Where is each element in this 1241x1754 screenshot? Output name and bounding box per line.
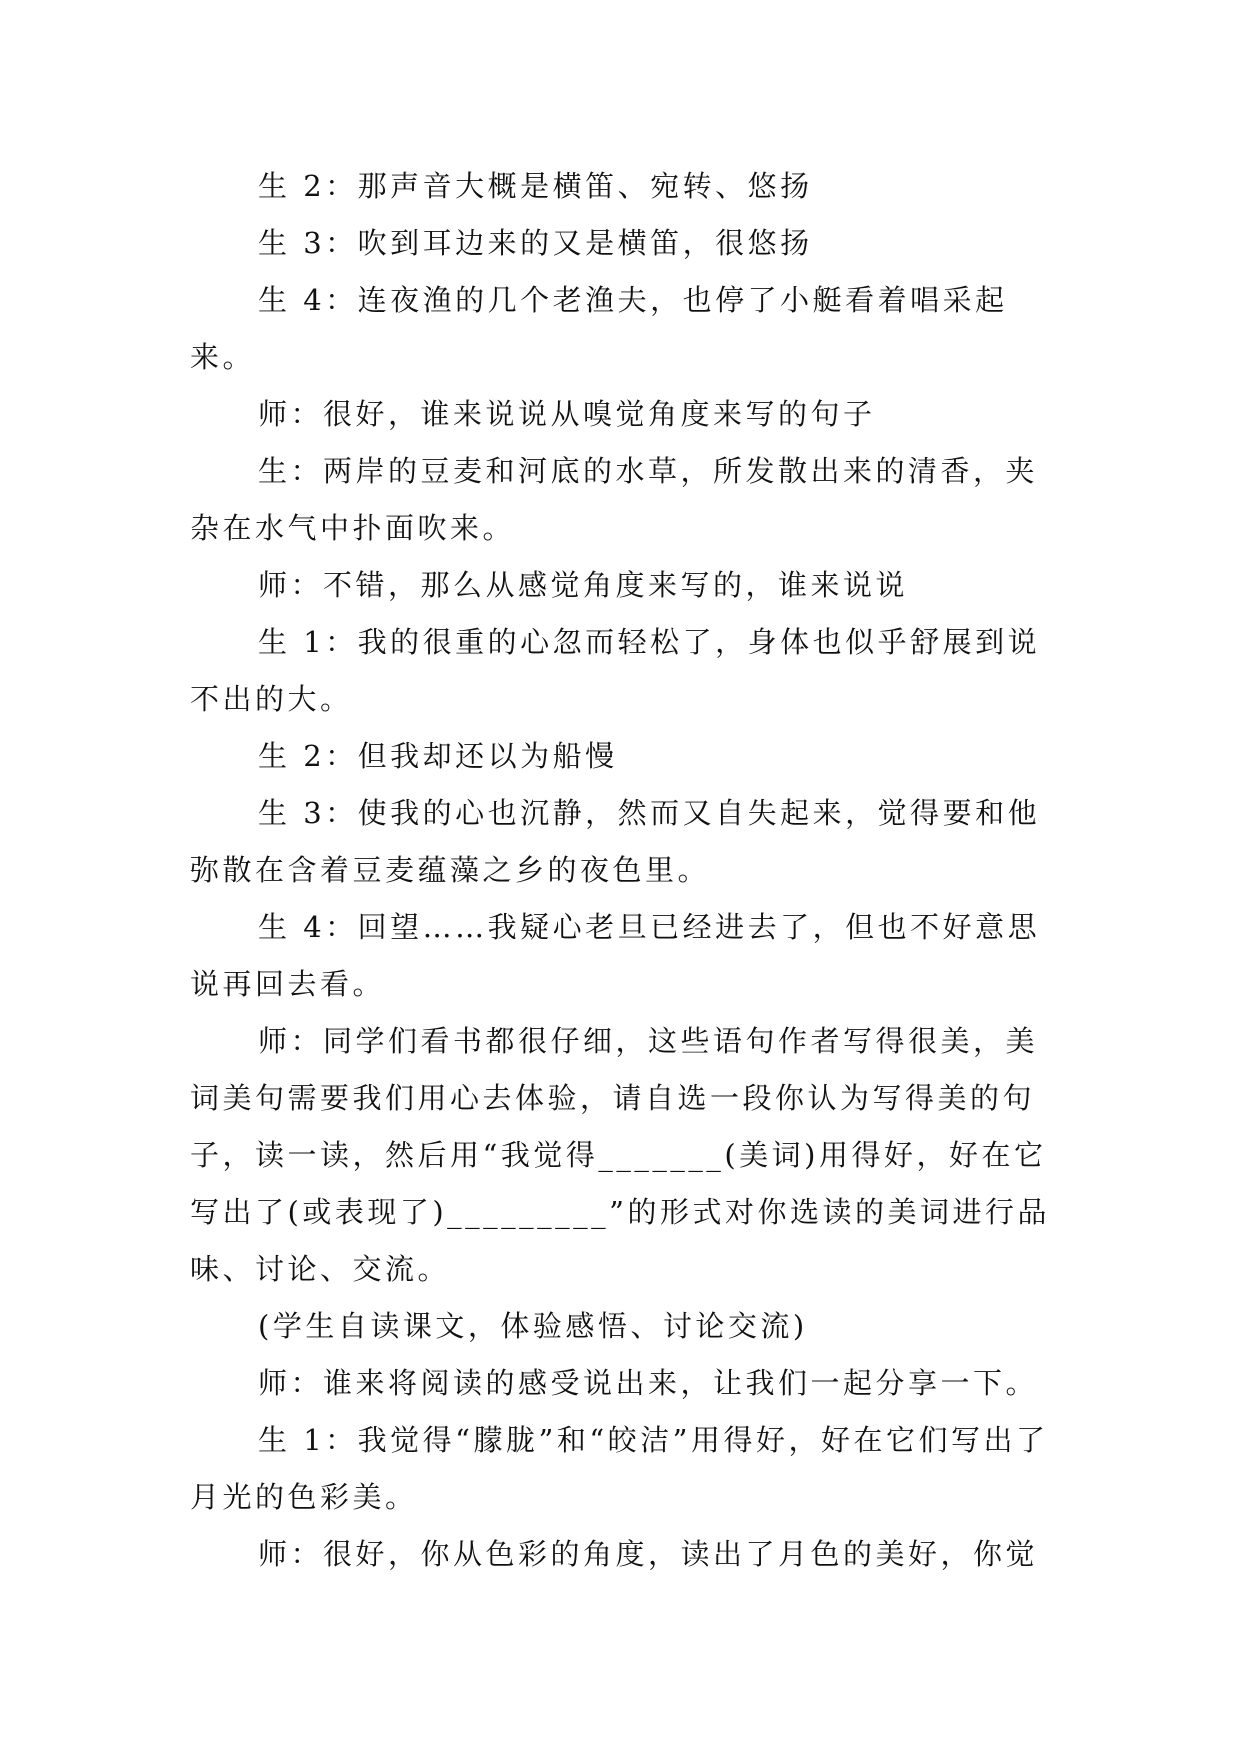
paragraph: 生 4：回望……我疑心老旦已经进去了，但也不好意思说再回去看。 <box>190 910 1041 1001</box>
paragraph: 生 2：那声音大概是横笛、宛转、悠扬 <box>258 169 813 203</box>
paragraph: 生：两岸的豆麦和河底的水草，所发散出来的清香，夹杂在水气中扑面吹来。 <box>190 454 1039 545</box>
document-body <box>190 158 1058 1583</box>
paragraph: 师：同学们看书都很仔细，这些语句作者写得很美，美词美句需要我们用心去体验，请自选一段你认为写得美的句子，读一读，然后用“我觉得_______(美词)用得好，好在它写出了(或表现了)_________”的形式对你选读的美词进行品味、讨论、交流。 <box>190 1024 1050 1286</box>
paragraph: (学生自读课文，体验感悟、讨论交流) <box>258 1309 808 1343</box>
paragraph: 师：谁来将阅读的感受说出来，让我们一起分享一下。 <box>258 1366 1039 1400</box>
paragraph: 生 3：使我的心也沉静，然而又自失起来，觉得要和他弥散在含着豆麦蕴藻之乡的夜色里。 <box>190 796 1041 887</box>
paragraph: 生 1：我觉得“朦胧”和“皎洁”用得好，好在它们写出了月光的色彩美。 <box>190 1423 1049 1514</box>
paragraph: 师：很好，你从色彩的角度，读出了月色的美好，你觉 <box>258 1537 1039 1571</box>
paragraph: 生 2：但我却还以为船慢 <box>258 739 618 773</box>
paragraph: 师：不错，那么从感觉角度来写的，谁来说说 <box>258 568 909 602</box>
paragraph: 生 3：吹到耳边来的又是横笛，很悠扬 <box>258 226 813 260</box>
paragraph: 生 4：连夜渔的几个老渔夫，也停了小艇看着唱采起来。 <box>190 283 1008 374</box>
paragraph: 生 1：我的很重的心忽而轻松了，身体也似乎舒展到说不出的大。 <box>190 625 1041 716</box>
paragraph: 师：很好，谁来说说从嗅觉角度来写的句子 <box>258 397 876 431</box>
